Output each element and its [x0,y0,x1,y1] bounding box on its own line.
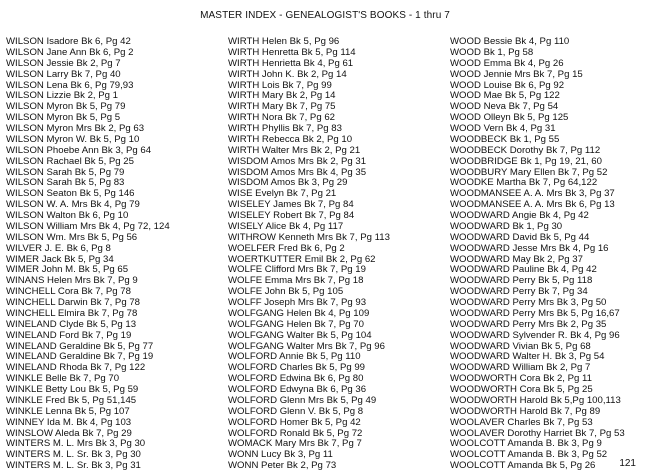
index-entry: WINSLOW Aleda Bk 7, Pg 29 [6,428,132,439]
index-entry: WILSON Myron Bk 5, Pg 5 [6,113,121,124]
index-entry: WOODWARD Vivian Bk 5, Pg 68 [450,341,591,352]
index-entry: WOOLAVER Charles Bk 7, Pg 53 [450,417,593,428]
index-entry: WOLFGANG Helen Bk 4, Pg 109 [228,308,370,319]
index-entry: WOOD Neva Bk 7, Pg 54 [450,102,559,113]
index-entry: WOODWARD Perry Bk 7, Pg 34 [450,287,588,298]
index-entry: WILSON Jessie Bk 2, Pg 7 [6,58,121,69]
index-entry: WOODMANSEE A. A. Mrs Bk 6, Pg 13 [450,200,615,211]
index-entry: WOODBECK Bk 1, Pg 55 [450,134,560,145]
index-entry: WOODWARD David Bk 5, Pg 44 [450,232,590,243]
index-entry: WILSON Seaton Bk 5, Pg 146 [6,189,135,200]
index-entry: WILSON Isadore Bk 6, Pg 42 [6,37,131,47]
index-entry: WISDOM Amos Bk 3, Pg 29 [228,178,348,189]
index-entry: WILSON W. A. Mrs Bk 4, Pg 79 [6,200,140,211]
index-entry: WINCHELL Elmira Bk 7, Pg 78 [6,308,138,319]
index-entry: WINELAND Rhoda Bk 7, Pg 122 [6,363,146,374]
index-entry: WIRTH Lois Bk 7, Pg 99 [228,80,332,91]
index-entry: WOOD Bk 1, Pg 58 [450,47,534,58]
index-entry: WISELEY James Bk 7, Pg 84 [228,200,354,211]
index-entry: WINELAND Geraldine Bk 5, Pg 77 [6,341,154,352]
index-entry: WOLFGANG Helen Bk 7, Pg 70 [228,319,364,330]
index-entry: WILVER J. E. Bk 6, Pg 8 [6,243,111,254]
index-entry: WOLFORD Charles Bk 5, Pg 99 [228,363,366,374]
index-entry: WINKLE Belle Bk 7, Pg 70 [6,374,120,385]
index-entry: WOODBURY Mary Ellen Bk 7, Pg 52 [450,167,608,178]
index-entry: WINKLE Fred Bk 5, Pg 51,145 [6,395,137,406]
index-entry: WOODKE Martha Bk 7, Pg 64,122 [450,178,598,189]
index-entry: WOOD Mae Bk 5, Pg 122 [450,91,560,102]
index-entry: WIRTH Henretta Bk 5, Pg 114 [228,47,356,58]
index-entry: WOODWARD Jesse Mrs Bk 4, Pg 16 [450,243,609,254]
index-entry: WINTERS M. L. Sr. Bk 3, Pg 30 [6,450,141,461]
index-entry: WOLFORD Edwyna Bk 6, Pg 36 [228,385,367,395]
index-entry: WINELAND Ford Bk 7, Pg 19 [6,330,132,341]
index-entry: WILSON Larry Bk 7, Pg 40 [6,69,121,80]
index-entry: WILSON William Mrs Bk 4, Pg 72, 124 [6,221,170,232]
index-entry: WOLFGANG Walter Bk 5, Pg 104 [228,330,372,341]
index-entry: WOODWARD Sylvender R. Bk 4, Pg 96 [450,330,620,341]
index-entry: WOOD Bessie Bk 4, Pg 110 [450,37,570,47]
index-entry: WINANS Helen Mrs Bk 7, Pg 9 [6,276,138,287]
index-entry: WILSON Lena Bk 6, Pg 79,93 [6,80,134,91]
index-entry: WOODWARD Perry Mrs Bk 2, Pg 35 [450,319,607,330]
index-entry: WOODWORTH Harold Bk 5,Pg 100,113 [450,395,621,406]
index-entry: WOODWORTH Cora Bk 2, Pg 11 [450,374,592,385]
index-entry: WILSON Walton Bk 6, Pg 10 [6,211,129,221]
index-entry: WOLFGANG Walter Mrs Bk 7, Pg 96 [228,341,385,352]
index-entry: WOODWARD Perry Mrs Bk 5, Pg 16,67 [450,308,620,319]
index-entry: WOERTKUTTER Emil Bk 2, Pg 62 [228,254,376,265]
index-entry: WINELAND Clyde Bk 5, Pg 13 [6,319,137,330]
index-column-3 [450,37,650,472]
index-entry: WOLFORD Glenn V. Bk 5, Pg 8 [228,406,364,417]
index-entry: WOOD Louise Bk 6, Pg 92 [450,80,565,91]
index-entry: WOODWARD Bk 1, Pg 30 [450,221,563,232]
index-entry: WOODWARD William Bk 2, Pg 7 [450,363,591,374]
index-entry: WIMER John M. Bk 5, Pg 65 [6,265,129,276]
index-entry: WIRTH Nora Bk 7, Pg 62 [228,113,335,124]
index-entry: WOOLCOTT Amanda Bk 5, Pg 26 [450,461,596,472]
index-entry: WOODWARD Walter H. Bk 3, Pg 54 [450,352,605,363]
index-entry: WILSON Wm. Mrs Bk 5, Pg 56 [6,232,138,243]
index-entry: WIRTH Helen Bk 5, Pg 96 [228,37,340,47]
index-entry: WOODWARD Perry Bk 5, Pg 118 [450,276,593,287]
index-entry: WOODBECK Dorothy Bk 7, Pg 112 [450,145,601,156]
index-entry: WOODMANSEE A. A. Mrs Bk 3, Pg 37 [450,189,615,200]
index-entry: WINTERS M. L. Sr. Bk 3, Pg 31 [6,461,141,472]
index-entry: WOLFORD Annie Bk 5, Pg 110 [228,352,361,363]
index-entry: WOOD Olleyn Bk 5, Pg 125 [450,113,569,124]
index-column-2 [228,37,443,472]
index-entry: WINCHELL Darwin Bk 7, Pg 78 [6,298,141,308]
index-entry: WITHROW Kenneth Mrs Bk 7, Pg 113 [228,232,390,243]
index-entry: WOOD Vern Bk 4, Pg 31 [450,124,556,134]
index-entry: WISDOM Amos Mrs Bk 4, Pg 35 [228,167,367,178]
index-entry: WILSON Sarah Bk 5, Pg 83 [6,178,125,189]
index-column-1 [6,37,221,472]
index-entry: WOMACK Mary Mrs Bk 7, Pg 7 [228,439,362,450]
index-entry: WINELAND Geraldine Bk 7, Pg 19 [6,352,154,363]
index-entry: WOLFE Clifford Mrs Bk 7, Pg 19 [228,265,366,276]
index-entry: WOODWARD Angie Bk 4, Pg 42 [450,211,589,221]
index-entry: WOLFF Joseph Mrs Bk 7, Pg 93 [228,298,367,308]
index-entry: WOLFORD Homer Bk 5, Pg 42 [228,417,361,428]
index-entry: WINCHELL Cora Bk 7, Pg 78 [6,287,131,298]
index-entry: WIRTH Henrietta Bk 4, Pg 61 [228,58,354,69]
index-entry: WOELFER Fred Bk 6, Pg 2 [228,243,345,254]
index-entry: WISE Evelyn Bk 7, Pg 21 [228,189,337,200]
index-entry: WOODWARD May Bk 2, Pg 37 [450,254,583,265]
index-entry: WOLFORD Ronald Bk 5, Pg 72 [228,428,363,439]
index-entry: WONN Lucy Bk 3, Pg 11 [228,450,333,461]
index-entry: WIRTH Mary Bk 7, Pg 75 [228,102,336,113]
index-entry: WOOD Emma Bk 4, Pg 26 [450,58,564,69]
index-entry: WOODWORTH Cora Bk 5, Pg 25 [450,385,593,395]
index-entry: WOODWARD Perry Mrs Bk 3, Pg 50 [450,298,607,308]
index-entry: WOOLCOTT Amanda B. Bk 3, Pg 52 [450,450,608,461]
index-entry: WINTERS M. L. Mrs Bk 3, Pg 30 [6,439,146,450]
index-entry: WINNEY Ida M. Bk 4, Pg 103 [6,417,132,428]
index-entry: WOOLAVER Dorothy Harriet Bk 7, Pg 53 [450,428,625,439]
index-entry: WILSON Jane Ann Bk 6, Pg 2 [6,47,134,58]
index-entry: WILSON Myron Mrs Bk 2, Pg 63 [6,124,145,134]
index-entry: WIRTH Walter Mrs Bk 2, Pg 21 [228,145,361,156]
index-entry: WOODBRIDGE Bk 1, Pg 19, 21, 60 [450,156,602,167]
index-entry: WOOLCOTT Amanda B. Bk 3, Pg 9 [450,439,602,450]
index-entry: WOLFORD Edwina Bk 6, Pg 80 [228,374,364,385]
index-entry: WINKLE Betty Lou Bk 5, Pg 59 [6,385,139,395]
index-entry: WOODWORTH Harold Bk 7, Pg 89 [450,406,601,417]
page-title: MASTER INDEX - GENEALOGIST'S BOOKS - 1 thru 7 [200,10,450,21]
index-entry: WIRTH Rebecca Bk 2, Pg 10 [228,134,353,145]
page-number: 121 [619,458,636,469]
index-entry: WILSON Phoebe Ann Bk 3, Pg 64 [6,145,152,156]
index-entry: WINKLE Lenna Bk 5, Pg 107 [6,406,130,417]
index-entry: WIRTH Mary Bk 2, Pg 14 [228,91,336,102]
index-entry: WISELEY Robert Bk 7, Pg 84 [228,211,355,221]
index-entry: WOODWARD Pauline Bk 4, Pg 42 [450,265,597,276]
index-entry: WOOD Jennie Mrs Bk 7, Pg 15 [450,69,583,80]
index-entry: WILSON Lizzie Bk 2, Pg 1 [6,91,118,102]
index-entry: WILSON Sarah Bk 5, Pg 79 [6,167,125,178]
index-entry: WIRTH John K. Bk 2, Pg 14 [228,69,347,80]
index-entry: WONN Peter Bk 2, Pg 73 [228,461,337,472]
index-entry: WILSON Myron W. Bk 5, Pg 10 [6,134,140,145]
index-entry: WOLFE John Bk 5, Pg 105 [228,287,344,298]
index-entry: WOLFE Emma Mrs Bk 7, Pg 18 [228,276,364,287]
index-entry: WILSON Rachael Bk 5, Pg 25 [6,156,134,167]
index-entry: WOLFORD Glenn Mrs Bk 5, Pg 49 [228,395,377,406]
index-entry: WIMER Jack Bk 5, Pg 34 [6,254,114,265]
index-entry: WILSON Myron Bk 5, Pg 79 [6,102,126,113]
index-entry: WIRTH Phyllis Bk 7, Pg 83 [228,124,342,134]
index-entry: WISELY Alice Bk 4, Pg 117 [228,221,344,232]
index-entry: WISDOM Amos Mrs Bk 2, Pg 31 [228,156,367,167]
